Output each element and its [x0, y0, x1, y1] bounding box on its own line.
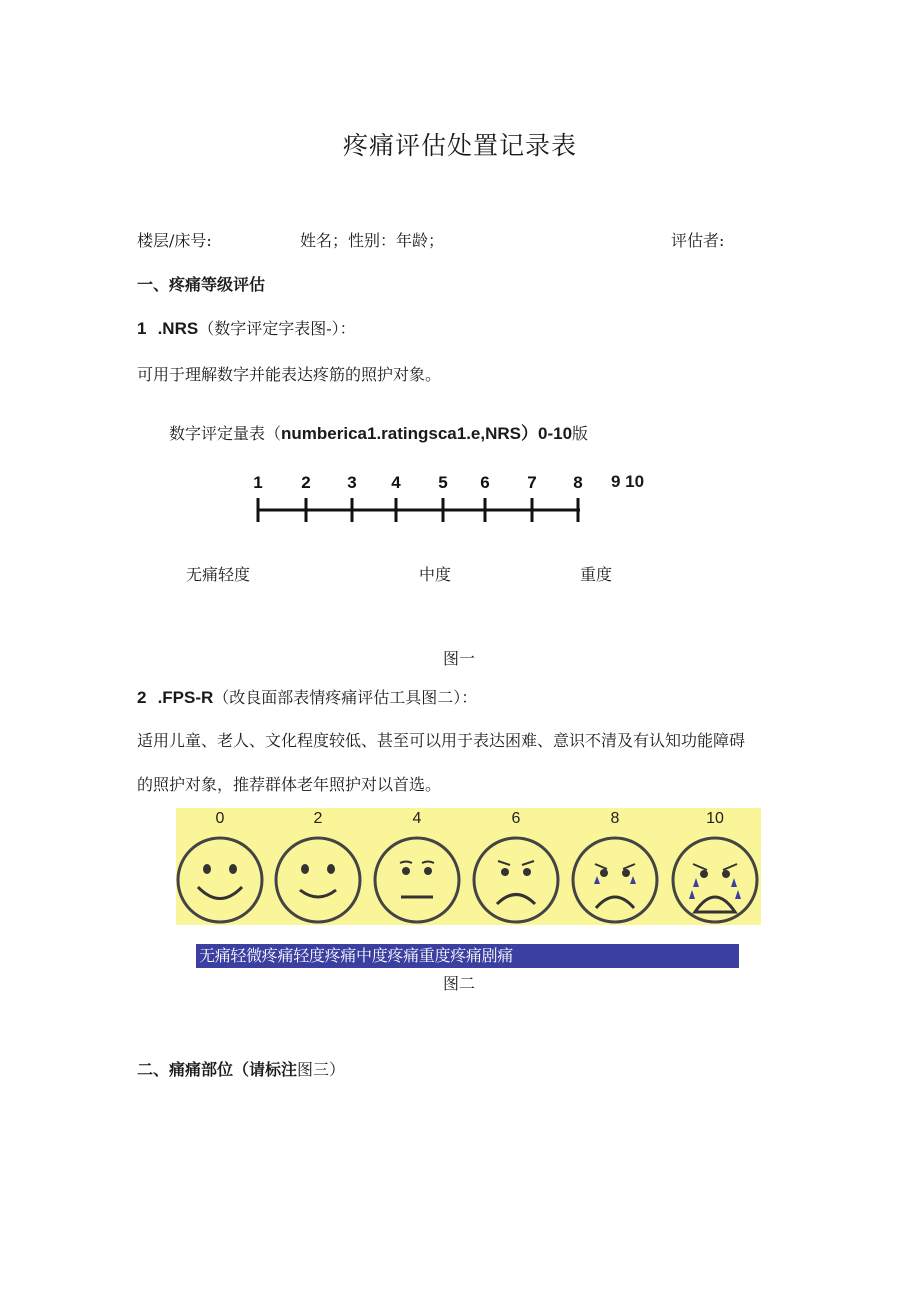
nrs-extra-ticks: 9 10 [611, 472, 645, 491]
nrs-desc: （数字评定字表图-）： [198, 319, 356, 338]
figure2-caption: 图二 [443, 974, 476, 993]
face-0-icon [178, 838, 262, 922]
fps-faces-panel [176, 808, 761, 925]
section2-heading-rest: 图三） [297, 1060, 346, 1079]
face-4-icon [375, 838, 459, 922]
nrs-tick-label: 3 [347, 473, 357, 492]
nrs-tick-label: 4 [391, 473, 401, 492]
nrs-heading [137, 316, 356, 339]
section2-heading [137, 1057, 345, 1080]
fps-heading [137, 685, 477, 708]
fps-applicable-line1: 适用儿童、老人、文化程度较低、甚至可以用于表达困难、意识不清及有认知功能障碍 [137, 731, 746, 750]
nrs-scale-title-en: numberica1.ratingsca1.e,NRS）0-10 [281, 424, 573, 443]
nrs-tick-group [253, 473, 582, 522]
figure1-caption: 图一 [443, 649, 476, 668]
nrs-scale-title-suffix: 版 [572, 424, 589, 443]
face-score-10: 10 [706, 810, 724, 827]
nrs-tick-label: 8 [573, 473, 583, 492]
nrs-level-moderate: 中度 [419, 565, 452, 584]
nrs-level-severe: 重度 [580, 565, 613, 584]
fps-applicable-line2: 的照护对象，推荐群体老年照护对以首选。 [137, 775, 442, 794]
nrs-tick-label: 2 [301, 473, 311, 492]
face-10-icon [673, 838, 757, 922]
fps-level-bar: 无痛轻微疼痛轻度疼痛中度疼痛重度疼痛剧痛 [196, 944, 739, 968]
nrs-tick-label: 1 [253, 473, 263, 492]
nrs-number: 1 [137, 319, 147, 338]
fps-desc: （改良面部表情疼痛评估工具图二）： [213, 688, 478, 707]
face-2-icon [276, 838, 360, 922]
face-8-icon [573, 838, 657, 922]
face-score-2: 2 [313, 810, 323, 827]
face-score-6: 6 [511, 810, 521, 827]
face-6-icon [474, 838, 558, 922]
face-score-8: 8 [610, 810, 620, 827]
fps-faces [176, 830, 761, 925]
nrs-level-none-mild: 无痛轻度 [186, 565, 251, 584]
nrs-applicable: 可用于理解数字并能表达疼筋的照护对象。 [137, 365, 442, 384]
nrs-tick-label: 5 [438, 473, 448, 492]
nrs-scale-title [169, 419, 588, 444]
section2-heading-bold: 二、痛痛部位（请标注 [137, 1060, 298, 1079]
page-title: 疼痛评估处置记录表 [342, 131, 577, 160]
nrs-tick-label: 6 [480, 473, 490, 492]
assessor-field: 评估者: [671, 231, 725, 250]
face-score-0: 0 [215, 810, 225, 827]
fps-label: .FPS-R [157, 688, 214, 707]
nrs-ruler [240, 470, 600, 528]
face-score-4: 4 [412, 810, 422, 827]
nrs-label: .NRS [157, 319, 199, 338]
name-gender-age-field: 姓名；性别：年龄； [300, 231, 445, 250]
nrs-tick-label: 7 [527, 473, 537, 492]
nrs-scale-title-prefix: 数字评定量表（ [169, 424, 282, 443]
fps-number: 2 [137, 688, 147, 707]
section1-heading: 一、疼痛等级评估 [137, 275, 266, 294]
floor-bed-field: 楼层/床号: [137, 231, 212, 250]
